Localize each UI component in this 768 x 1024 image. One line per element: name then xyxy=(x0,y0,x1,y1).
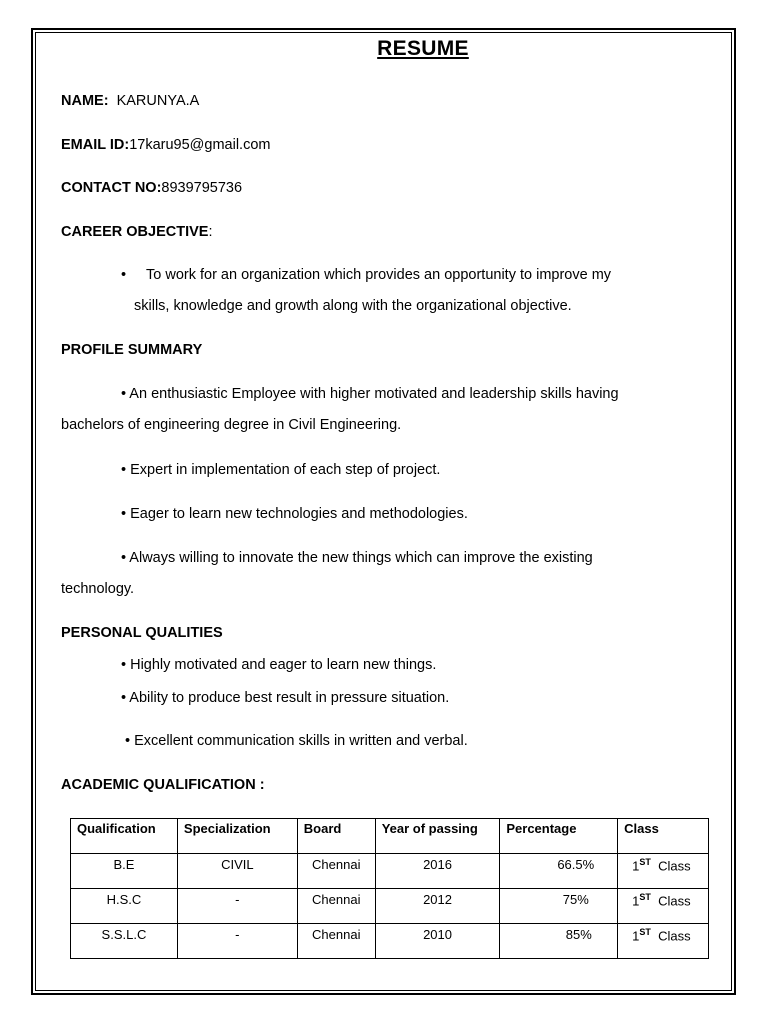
personal-qualities-item3: • Excellent communication skills in written and verbal. xyxy=(125,733,468,749)
personal-qualities-item1: • Highly motivated and eager to learn new things. xyxy=(121,657,437,673)
header-class: Class xyxy=(618,819,709,854)
personal-qualities-heading: PERSONAL QUALITIES xyxy=(61,625,223,641)
cell-board: Chennai xyxy=(297,924,375,959)
career-objective-bullet: • xyxy=(121,267,127,283)
cell-class xyxy=(618,854,709,889)
academic-table xyxy=(70,818,709,959)
profile-summary-item4-line1: • Always willing to innovate the new things which can improve the existing xyxy=(121,550,593,566)
cell-board: Chennai xyxy=(297,854,375,889)
contact-field xyxy=(61,180,242,196)
cell-percentage: 66.5% xyxy=(500,854,618,889)
table-header-row xyxy=(71,819,709,854)
cell-year: 2010 xyxy=(375,924,500,959)
cell-year: 2012 xyxy=(375,889,500,924)
profile-summary-heading: PROFILE SUMMARY xyxy=(61,342,203,358)
cell-qualification: S.S.L.C xyxy=(71,924,178,959)
cell-qualification: H.S.C xyxy=(71,889,178,924)
profile-summary-item3: • Eager to learn new technologies and methodologies. xyxy=(121,506,468,522)
table-row xyxy=(71,889,709,924)
cell-board: Chennai xyxy=(297,889,375,924)
cell-qualification: B.E xyxy=(71,854,178,889)
class-number: 1 xyxy=(632,893,640,909)
class-superscript: ST xyxy=(639,927,651,937)
table-row xyxy=(71,854,709,889)
contact-value: 8939795736 xyxy=(161,180,243,196)
header-year: Year of passing xyxy=(375,819,500,854)
header-board: Board xyxy=(297,819,375,854)
personal-qualities-item2: • Ability to produce best result in pressure situation. xyxy=(121,690,450,706)
class-word: Class xyxy=(658,928,691,944)
contact-label: CONTACT NO: xyxy=(61,180,162,196)
email-field xyxy=(61,137,270,153)
class-word: Class xyxy=(658,893,691,909)
class-superscript: ST xyxy=(639,892,651,902)
class-number: 1 xyxy=(632,858,640,874)
profile-summary-item2: • Expert in implementation of each step of project. xyxy=(121,462,441,478)
career-objective-line2: skills, knowledge and growth along with the organizational objective. xyxy=(134,298,572,314)
cell-class xyxy=(618,924,709,959)
name-label: NAME: xyxy=(61,93,109,109)
cell-year: 2016 xyxy=(375,854,500,889)
career-objective-line1: To work for an organization which provides an opportunity to improve my xyxy=(146,267,612,283)
email-value: 17karu95@gmail.com xyxy=(129,137,271,153)
cell-specialization: CIVIL xyxy=(177,854,297,889)
profile-summary-item4-line2: technology. xyxy=(61,581,135,597)
name-value: KARUNYA.A xyxy=(116,93,200,109)
cell-specialization: - xyxy=(177,924,297,959)
table-row xyxy=(71,924,709,959)
cell-percentage: 75% xyxy=(500,889,618,924)
header-specialization: Specialization xyxy=(177,819,297,854)
name-field xyxy=(61,93,199,109)
cell-specialization: - xyxy=(177,889,297,924)
class-number: 1 xyxy=(632,928,640,944)
header-percentage: Percentage xyxy=(500,819,618,854)
career-objective-heading xyxy=(61,224,212,240)
email-label: EMAIL ID: xyxy=(61,137,130,153)
cell-class xyxy=(618,889,709,924)
header-qualification: Qualification xyxy=(71,819,178,854)
class-superscript: ST xyxy=(639,857,651,867)
cell-percentage: 85% xyxy=(500,924,618,959)
academic-heading: ACADEMIC QUALIFICATION : xyxy=(61,777,265,793)
career-objective-colon: : xyxy=(208,224,213,240)
profile-summary-item1-line2: bachelors of engineering degree in Civil Engineering. xyxy=(61,417,402,433)
career-objective-heading-text: CAREER OBJECTIVE xyxy=(61,224,209,240)
class-word: Class xyxy=(658,858,691,874)
resume-title: RESUME xyxy=(377,37,469,60)
profile-summary-item1-line1: • An enthusiastic Employee with higher motivated and leadership skills having xyxy=(121,386,619,402)
